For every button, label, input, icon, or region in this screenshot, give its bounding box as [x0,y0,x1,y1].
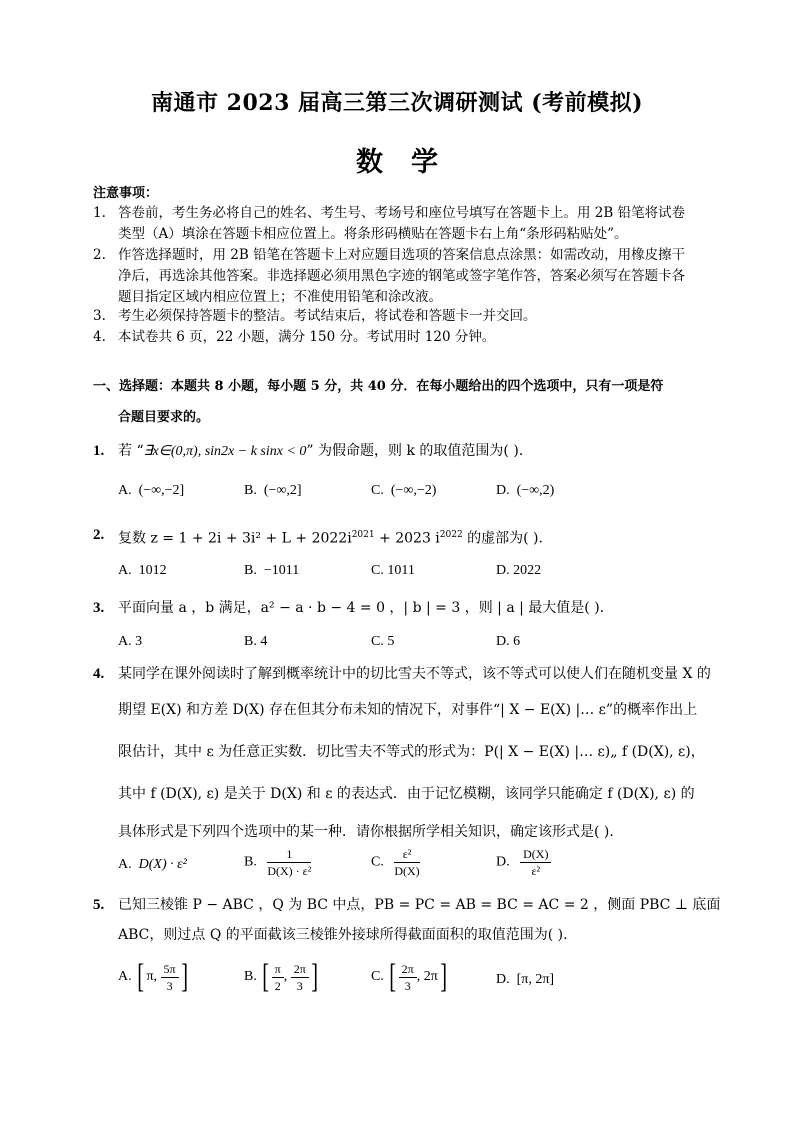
q2-option-d[interactable]: D. 2022 [496,563,542,578]
section-heading: 一、选择题：本题共 8 小题，每小题 5 分，共 40 分．在每小题给出的四个选项中，只有一项是符 [93,379,664,394]
q4-option-c[interactable]: C. $\frac{\text{ε²}}{D(X)}$ [371,847,420,878]
exam-title: 南通市 2023 届高三第三次调研测试 (考前模拟) [150,90,644,116]
q5-option-a[interactable]: A. [ π, $\frac{5\pi}{3}$ ] [118,958,188,995]
q1-option-a[interactable]: A. (−∞,−2] [118,483,185,498]
q4-option-d[interactable]: D. $\frac{D(X)}{\text{ε²}}$ [496,846,551,879]
q3-option-b[interactable]: B. 4 [244,634,268,649]
notice-heading: 注意事项： [93,186,159,201]
q3-option-a[interactable]: A. 3 [118,634,143,649]
notice-item: 1. 答卷前，考生务必将自己的姓名、考生号、考场号和座位号填写在答题卡上。用 2B 铅笔将试卷 类型（A）填涂在答题卡相应位置上。将条形码横贴在答题卡右上角“条形码粘贴处”。 [93,205,686,242]
q5-option-d[interactable]: D. [π, 2π] [496,972,555,987]
question-3: 3. 平面向量 a ，b 满足，a² − a · b − 4 = 0 ，| b | = 3 ，则 | a | 最大值是( ). [93,600,605,616]
question-5: 5. 已知三棱锥 P − ABC ，Q 为 BC 中点，PB = PC = AB = BC = AC = 2 ，侧面 PBC ⊥ 底面 ABC，则过点 Q 的平面截该三棱锥外接球所得截面面积的取值范围为( ). [93,897,721,943]
q3-option-c[interactable]: C. 5 [371,634,395,649]
q5-option-b[interactable]: B. [ $\frac{\pi}{2}$ , $\frac{2\pi}{3}$ ] [244,958,318,995]
q2-option-c[interactable]: C. 1011 [371,563,415,578]
q5-option-c[interactable]: C. [ $\frac{2\pi}{3}$ , 2π] [371,958,447,995]
subject-title: 数学 [356,147,466,178]
q1-option-b[interactable]: B. (−∞,2] [244,483,302,498]
q1-math: ∃x∈(0,π), sin2x − k sinx < 0 [143,444,307,459]
question-2: 2. 复数 $z = 1 + 2i + 3i^2 + L + 2022i^{2021} + 2023$ $i^{2022}$ 的虚部为( ). [93,527,543,547]
q1-option-d[interactable]: D. (−∞,2) [496,483,555,498]
question-4: 4. 某同学在课外阅读时了解到概率统计中的切比雪夫不等式，该不等式可以使人们在随机变量 X 的 期望 E(X) 和方差 D(X) 存在但其分布未知的情况下，对事件“| X − E(X) |… ε”的概率作出上 限估计，其中 ε 为任意正实数．切比雪夫不等式的形式为：P(| X − E(X) |… ε)„ f (D(X), ε)， 其中 f (D(X), ε) 是关于 D(X) 和 ε 的表达式．由于记忆模糊，该同学只能确定 f (D(X), ε) 的 具体形式是下列四个选项中的某一种．请你根据所学相关知识，确定该形式是( ). [93,666,711,840]
q3-option-d[interactable]: D. 6 [496,634,521,649]
notice-item: 4. 本试卷共 6 页，22 小题，满分 150 分。考试用时 120 分钟。 [93,329,496,345]
q4-option-a[interactable]: A. D(X) · ε² [118,857,187,872]
q2-option-a[interactable]: A. 1012 [118,563,167,578]
section-heading-cont: 合题目要求的。 [118,410,210,425]
notice-item: 2. 作答选择题时，用 2B 铅笔在答题卡上对应题目选项的答案信息点涂黑：如需改动，用橡皮擦干 净后，再选涂其他答案。非选择题必须用黑色字迹的钢笔或签字笔作答，答案必须写在答题卡各 题目指定区域内相应位置上；不准使用铅笔和涂改液。 [93,247,686,305]
q4-option-b[interactable]: B. $\frac{1}{\text{D(X) · ε²}}$ [244,847,312,878]
q2-option-b[interactable]: B. −1011 [244,563,300,578]
q1-option-c[interactable]: C. (−∞,−2) [371,483,437,498]
question-1: 1. 若 “∃x∈(0,π), sin2x − k sinx < 0” 为假命题，则 k 的取值范围为( ). [93,443,524,459]
notice-item: 3. 考生必须保持答题卡的整洁。考试结束后，将试卷和答题卡一并交回。 [93,308,537,324]
